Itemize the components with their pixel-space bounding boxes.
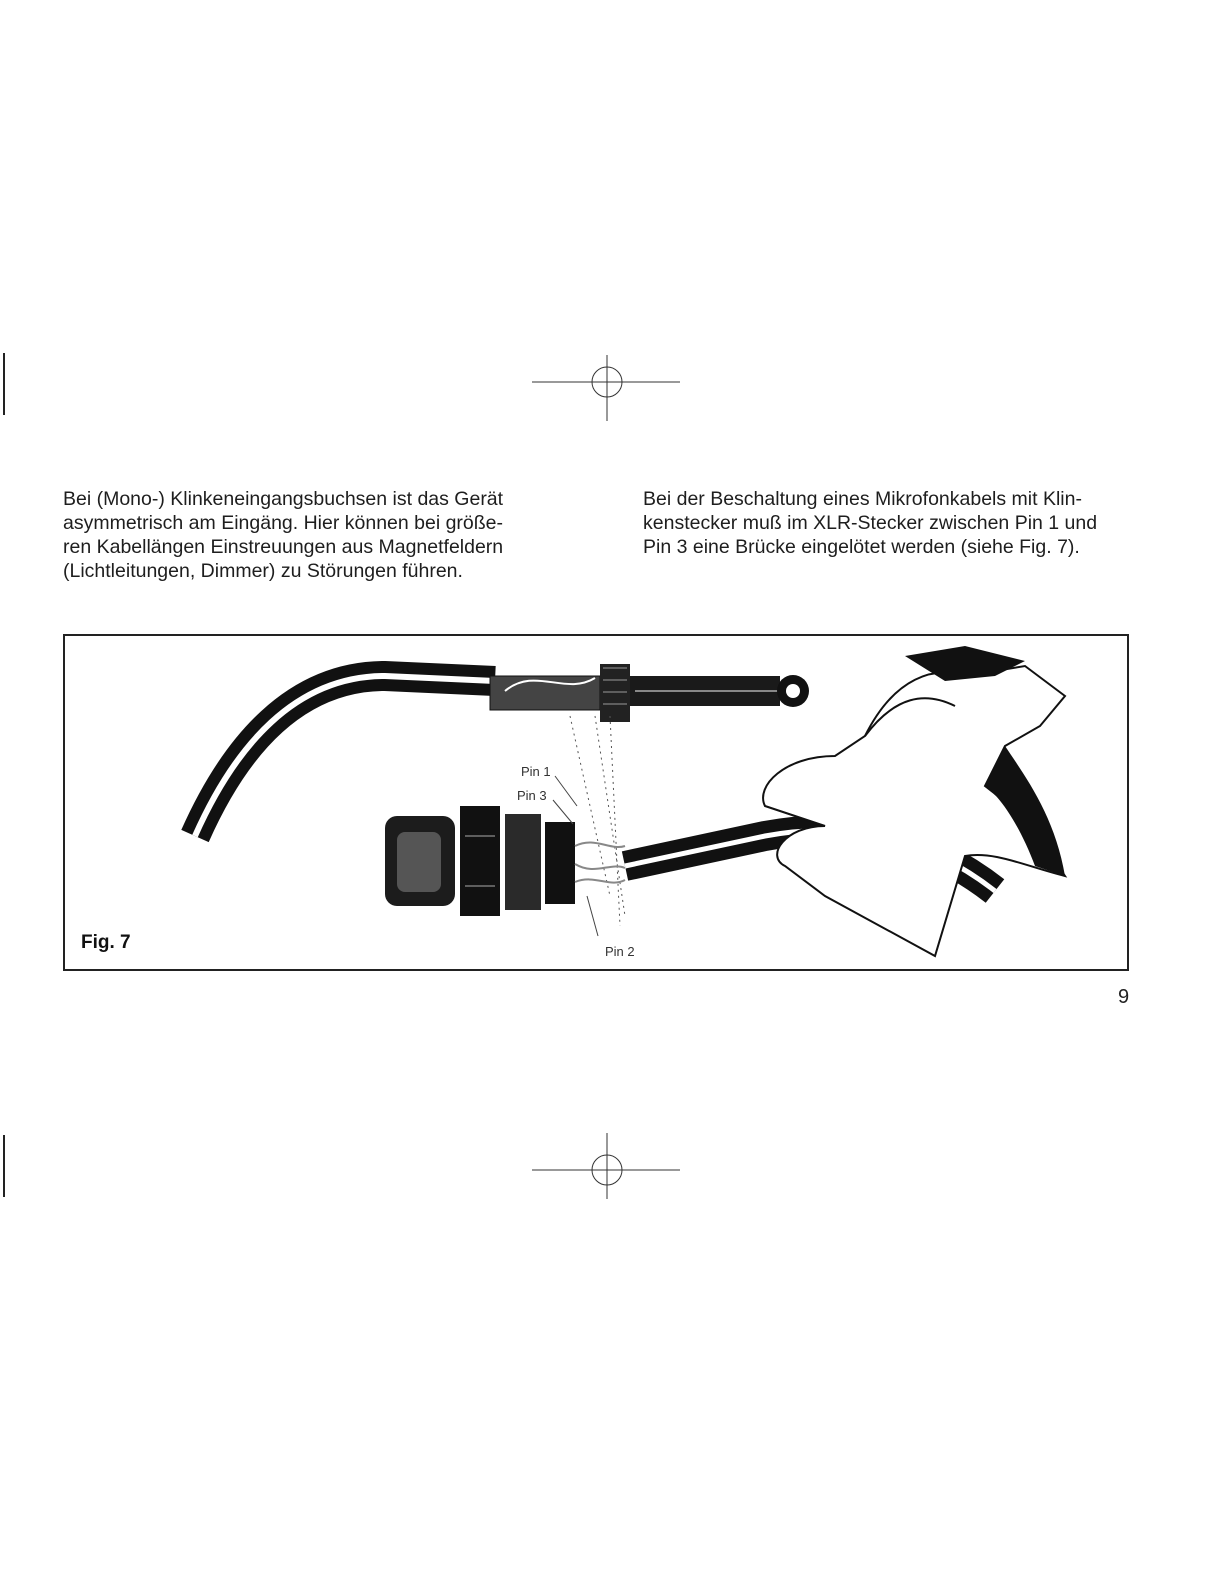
pin-1-label: Pin 1 <box>521 764 551 779</box>
pin-2-label: Pin 2 <box>605 944 635 959</box>
text-line: (Lichtleitungen, Dimmer) zu Störungen führen. <box>63 560 463 582</box>
text-line: ren Kabellängen Einstreuungen aus Magnetfeldern <box>63 536 504 558</box>
paragraph-left <box>63 487 503 583</box>
text-line: Bei der Beschaltung eines Mikrofonkabels mit Klin- <box>643 488 1082 510</box>
paragraph-right <box>643 487 1097 559</box>
page-number: 9 <box>1118 986 1130 1008</box>
figure-caption: Fig. 7 <box>81 932 131 953</box>
figure-7 <box>63 634 1129 971</box>
registration-mark-top <box>530 355 682 421</box>
jack-plug <box>490 664 809 722</box>
cable-illustration <box>65 636 1127 969</box>
crop-mark-left-top <box>3 353 5 415</box>
xlr-connector <box>385 806 625 916</box>
registration-mark-bottom <box>530 1133 682 1199</box>
text-line: kenstecker muß im XLR-Stecker zwischen Pin 1 und <box>643 512 1098 534</box>
text-line: Pin 3 eine Brücke eingelötet werden (siehe Fig. 7). <box>643 536 1080 558</box>
text-line: asymmetrisch am Eingäng. Hier können bei größe- <box>63 512 504 534</box>
crop-mark-left-bottom <box>3 1135 5 1197</box>
text-line: Bei (Mono-) Klinkeneingangsbuchsen ist das Gerät <box>63 488 504 510</box>
pin-3-label: Pin 3 <box>517 788 547 803</box>
